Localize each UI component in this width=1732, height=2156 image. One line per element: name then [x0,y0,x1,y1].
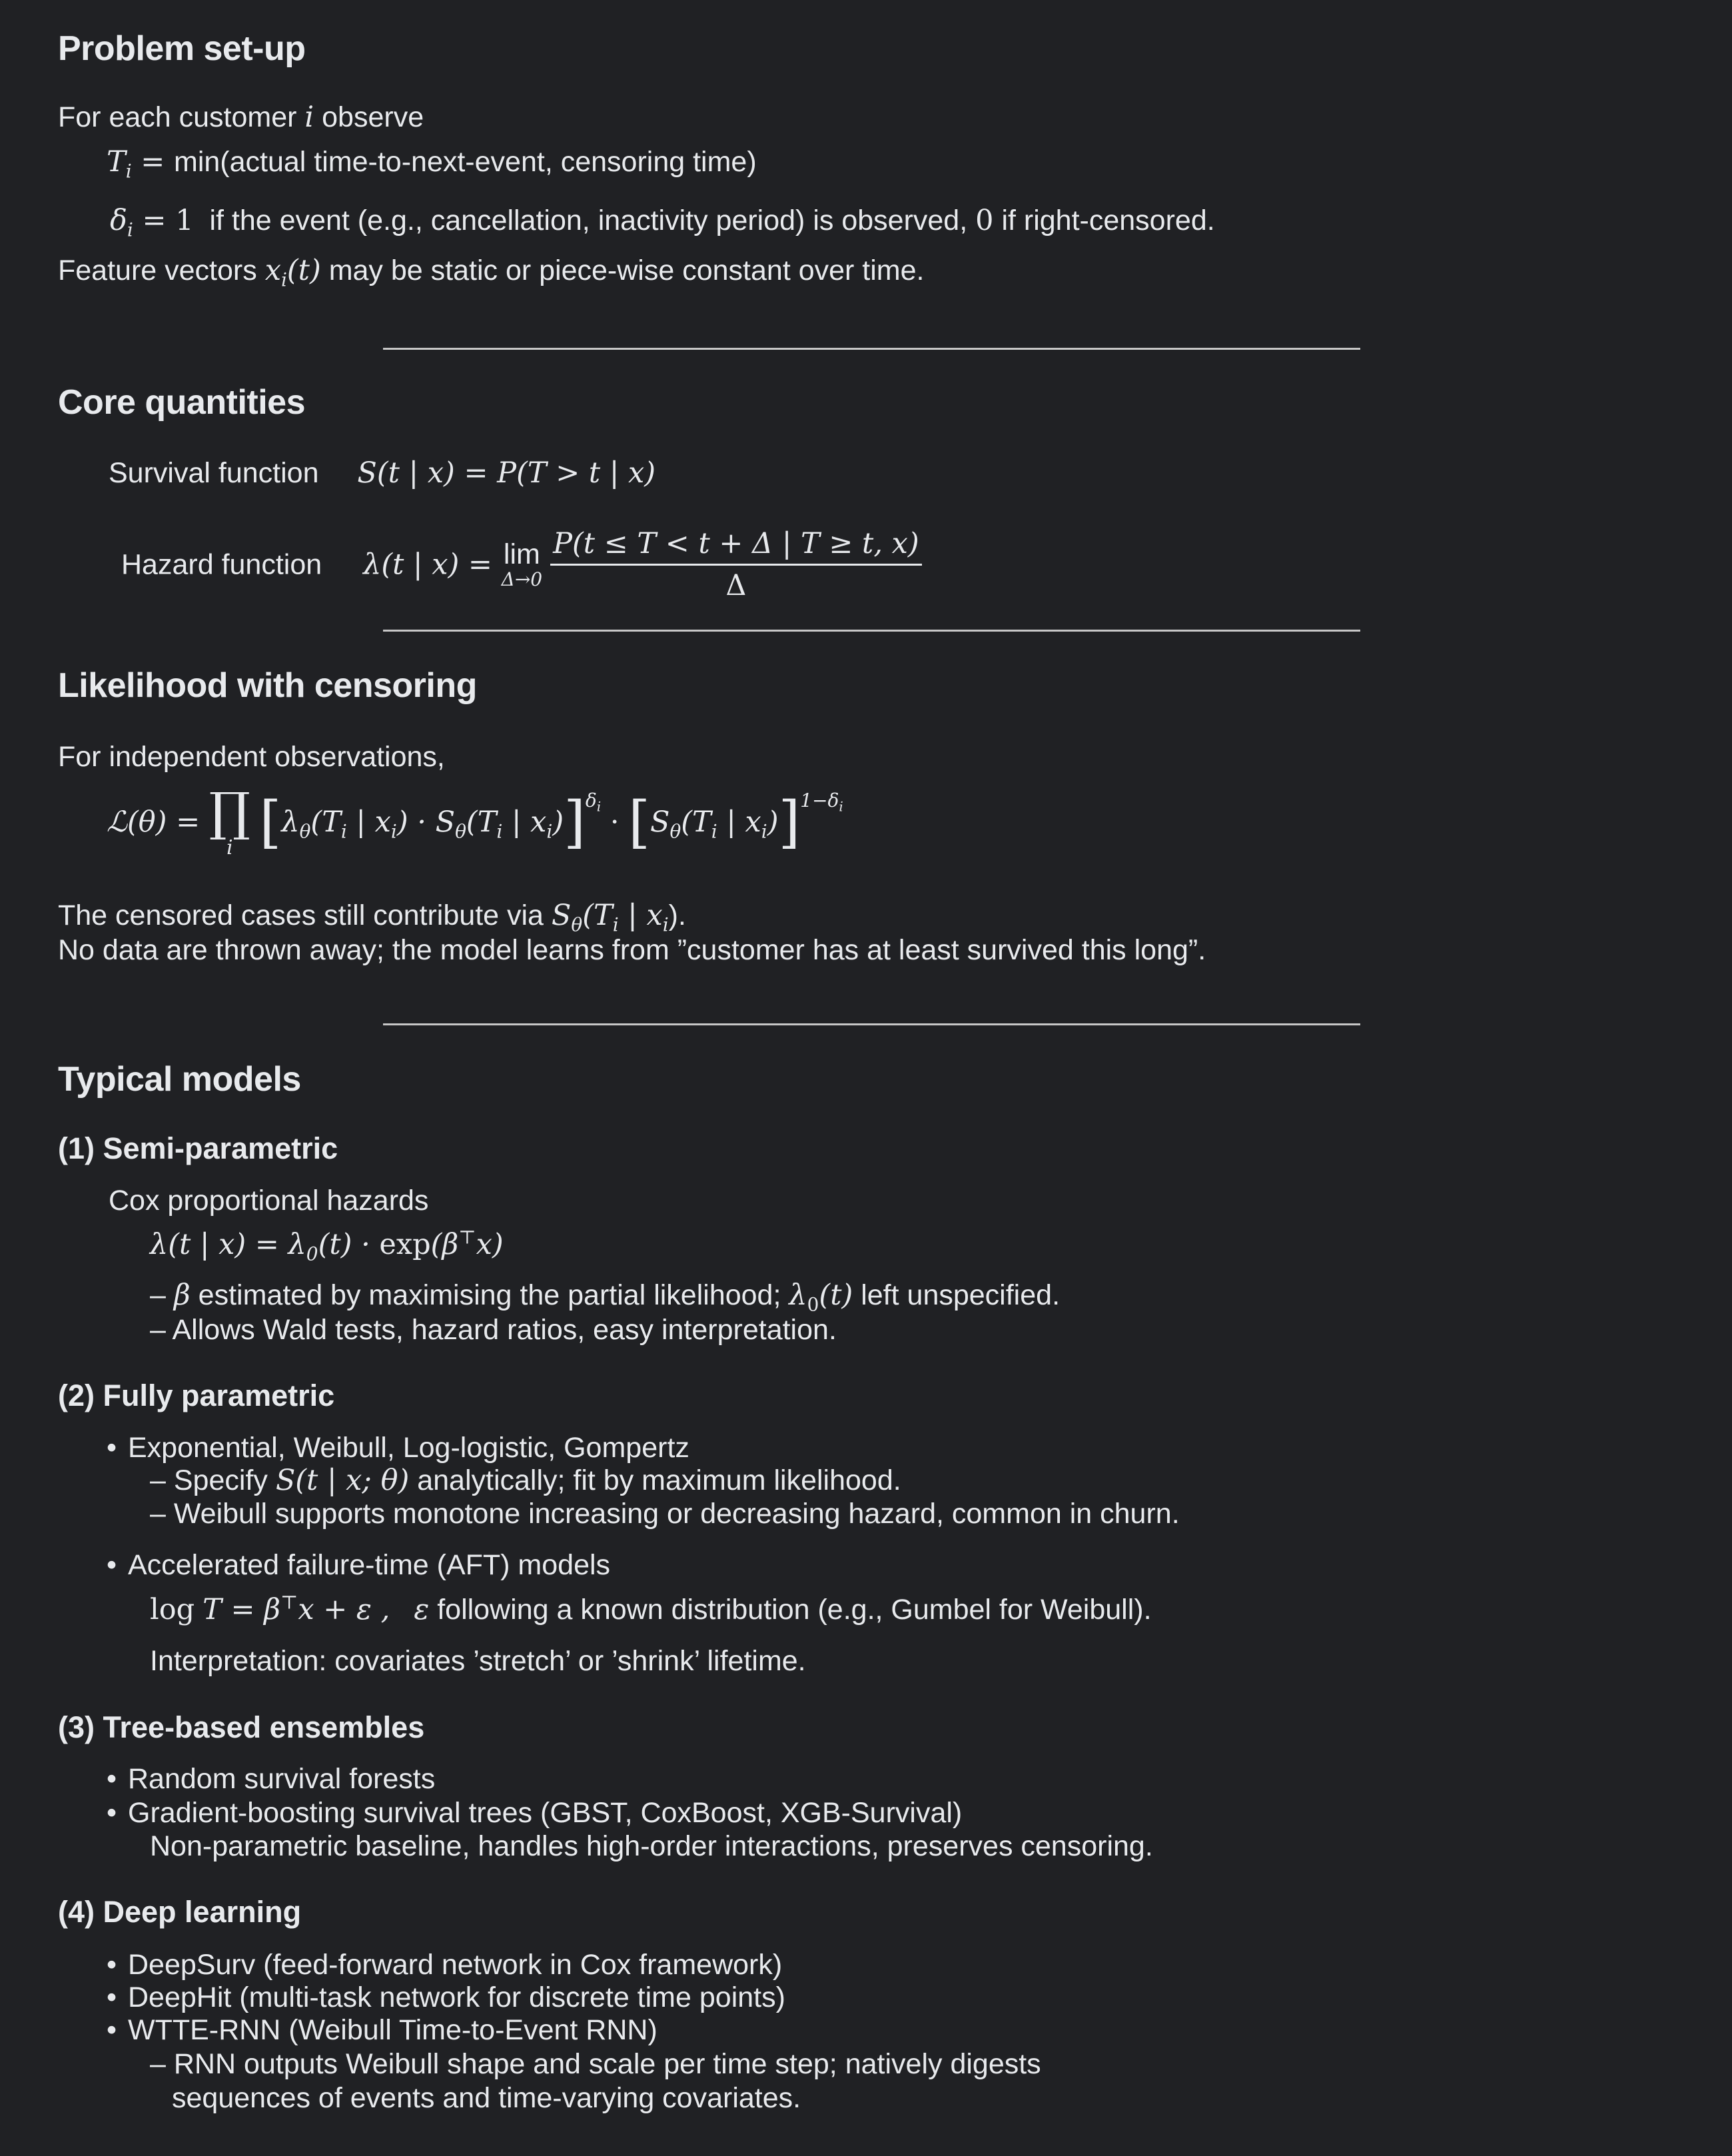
setup-intro [58,100,424,135]
note1-s: S [551,899,572,932]
b1-text: estimated by maximising the partial likelihood; [190,1279,781,1311]
hazard-fraction [550,526,922,604]
tree-note: Non-parametric baseline, handles high-order interactions, preserves censoring. [150,1830,1153,1862]
parametric-bullet-1-text: Exponential, Weibull, Log-logistic, Gompertz [128,1432,689,1464]
lim-under: Δ→0 [501,568,543,591]
lik-arg3: (T [681,805,711,839]
tree-bullet-2-text: Gradient-boosting survival trees (GBST, CoxBoost, XGB-Survival) [128,1797,963,1829]
cox-transpose: ⊤ [458,1226,476,1249]
hazard-numerator: P(t ≤ T < t + Δ | T ≥ t, x) [550,526,922,566]
likelihood-note-2: No data are thrown away; the model learns from ”customer has at least survived this long”. [58,934,1206,966]
lik-arg1-sub: i [340,820,347,843]
lik-close2: ) [552,805,564,839]
cox-sub: 0 [306,1243,318,1265]
b1-lambda-sub: 0 [807,1293,819,1316]
sub1-pre: – Specify [150,1464,268,1496]
deep-bullet-1 [107,1947,782,1982]
deep-bullet-3 [107,2013,657,2047]
divider-3 [383,1023,1360,1025]
divider-1 [383,348,1360,350]
note1-s-sub: θ [571,913,583,936]
delta-sub: i [127,219,133,241]
b1-lambda: λ [789,1279,807,1312]
b1-tail: left unspecified. [861,1279,1061,1311]
lik-x2-sub: i [546,820,553,843]
prod-index: i [226,836,233,859]
lik-x1-sub: i [390,820,397,843]
lik-arg2-end: | x [502,805,547,839]
cox-lhs: λ(t | x) = λ [150,1228,306,1261]
b1-dash: – [150,1279,174,1311]
product-symbol [209,782,250,859]
divider-2 [383,630,1360,632]
delta-text2: if right-censored. [1001,205,1215,237]
section-heading-likelihood: Likelihood with censoring [58,666,477,705]
setup-t-definition [107,145,757,183]
bullet-icon: • [107,2014,117,2046]
lik-s3: S [650,805,670,839]
tree-bullet-1 [107,1762,435,1796]
delta-symbol: δ [110,204,127,237]
cox-end: x) [476,1228,504,1261]
parametric-bullet-1 [107,1430,689,1465]
setup-features [58,253,925,291]
t-rhs: min(actual time-to-next-event, censoring time) [174,146,757,178]
likelihood-formula: ℒ(θ) = ∏ i [$\lambda_\theta(T_i$ | $x_i) \cdot S_\theta(T_i$ | $x_i)]^{\delta_i} \cdot [S_\theta(T_i$ | $x_i)]^{1-\delta_i}$ [107,782,843,859]
survival-function-row [109,456,655,490]
parametric-bullet-2 [107,1548,610,1582]
intro-text-post: observe [322,101,424,133]
note1-text: The censored cases still contribute via [58,899,544,931]
subheading-semi-parametric: (1) Semi-parametric [58,1131,338,1165]
aft-interpretation: Interpretation: covariates ’stretch’ or ’shrink’ lifetime. [150,1645,806,1677]
hazard-lhs: λ(t | x) = [363,548,502,582]
subheading-deep-learning: (4) Deep learning [58,1895,302,1929]
survival-formula: S(t | x) = P(T > t | x) [357,456,656,490]
subheading-tree-based: (3) Tree-based ensembles [58,1710,425,1744]
lik-s-sub: θ [455,820,466,843]
sub1-post: analytically; fit by maximum likelihood. [417,1464,901,1496]
b1-beta: β [173,1279,191,1312]
bullet-icon: • [107,1432,117,1464]
deep-bullet-2 [107,1980,785,2015]
lik-close3: ) [767,805,779,839]
cox-title: Cox proportional hazards [109,1185,429,1217]
cox-arg: (β [430,1228,459,1261]
t-symbol: T [107,145,126,179]
aft-rest: x + ε , [298,1593,390,1626]
lik-s3-sub: θ [669,820,681,843]
lik-exp1-sub: i [596,798,602,815]
aft-formula-row [150,1592,1152,1627]
cox-formula [150,1226,504,1265]
t-eq: = [131,145,174,179]
lik-dot: · [601,805,629,839]
delta-zero: 0 [975,204,994,237]
lik-arg1-end: | x [346,805,391,839]
lik-arg3-end: | x [717,805,761,839]
deep-sub-1: – RNN outputs Weibull shape and scale per time step; natively digests [150,2048,1041,2080]
bullet-icon: • [107,1981,117,2013]
prod-sign: ∏ [209,782,250,842]
cox-bullet-1 [150,1278,1061,1316]
lik-x3-sub: i [761,820,767,843]
section-heading-setup: Problem set-up [58,29,306,68]
parametric-sub-1 [150,1463,901,1498]
section-heading-models: Typical models [58,1060,301,1099]
note1-arg-sub: i [612,913,619,936]
aft-transpose: ⊤ [280,1591,298,1614]
setup-delta-definition [110,203,1215,241]
note1-arg-end: | x [618,899,663,932]
aft-log: log [150,1593,195,1626]
note1-arg: (T [582,899,613,932]
lik-arg2-sub: i [496,820,503,843]
deep-bullet-3-text: WTTE-RNN (Weibull Time-to-Event RNN) [128,2014,657,2046]
bullet-icon: • [107,1763,117,1795]
aft-formula: T = β [203,1593,281,1626]
cox-exp: exp [379,1228,431,1261]
b1-lambda-arg: (t) [819,1279,853,1312]
deep-bullet-1-text: DeepSurv (feed-forward network in Cox framework) [128,1949,783,1981]
delta-text: if the event (e.g., cancellation, inactivity period) is observed, [209,205,968,237]
cox-bullet-2: – Allows Wald tests, hazard ratios, easy interpretation. [150,1314,837,1346]
lik-lambda: λ [281,805,300,839]
parametric-sub-2: – Weibull supports monotone increasing or decreasing hazard, common in churn. [150,1498,1180,1530]
feat-text: Feature vectors [58,255,257,286]
lik-exp2-sub: i [839,798,843,815]
hazard-limit [502,540,543,589]
aft-text: following a known distribution (e.g., Gumbel for Weibull). [437,1594,1152,1626]
feat-var: x [264,254,281,287]
section-heading-core: Core quantities [58,383,305,422]
intro-text: For each customer [58,101,297,133]
hazard-label: Hazard function [121,548,322,581]
lik-arg2: (T [466,805,497,839]
note1-x-sub: i [662,913,669,936]
lik-lambda-sub: θ [299,820,311,843]
likelihood-note-1 [58,898,686,936]
lim-text: lim [503,538,540,571]
survival-label: Survival function [109,457,319,489]
hazard-function-row [121,526,922,604]
cox-mid: (t) · [318,1228,380,1261]
likelihood-intro: For independent observations, [58,741,445,773]
hazard-denominator: Δ [725,569,747,603]
feat-post: may be static or piece-wise constant over time. [328,255,925,286]
bullet-icon: • [107,1797,117,1829]
tree-bullet-2 [107,1796,962,1830]
lik-exp2: 1−δ [800,790,839,811]
bullet-icon: • [107,1549,117,1581]
note1-close: ). [668,899,686,931]
bullet-icon: • [107,1949,117,1981]
lik-lhs: ℒ(θ) = [107,805,201,839]
intro-var: i [304,101,314,134]
sub1-math: S(t | x; θ) [275,1464,410,1497]
parametric-bullet-2-text: Accelerated failure-time (AFT) models [128,1549,611,1581]
t-sub: i [125,160,132,183]
aft-eps: ε [414,1593,430,1626]
deep-sub-2: sequences of events and time-varying covariates. [172,2082,801,2114]
tree-bullet-1-text: Random survival forests [128,1763,436,1795]
lik-close1: ) · S [396,805,456,839]
feat-arg: (t) [286,254,321,287]
lik-arg1: (T [310,805,341,839]
deep-bullet-2-text: DeepHit (multi-task network for discrete time points) [128,1981,785,2013]
lik-exp1: δ [585,790,597,811]
lik-arg3-sub: i [711,820,717,843]
subheading-fully-parametric: (2) Fully parametric [58,1378,335,1412]
feat-sub: i [280,269,287,291]
delta-eq: = 1 [133,204,194,237]
